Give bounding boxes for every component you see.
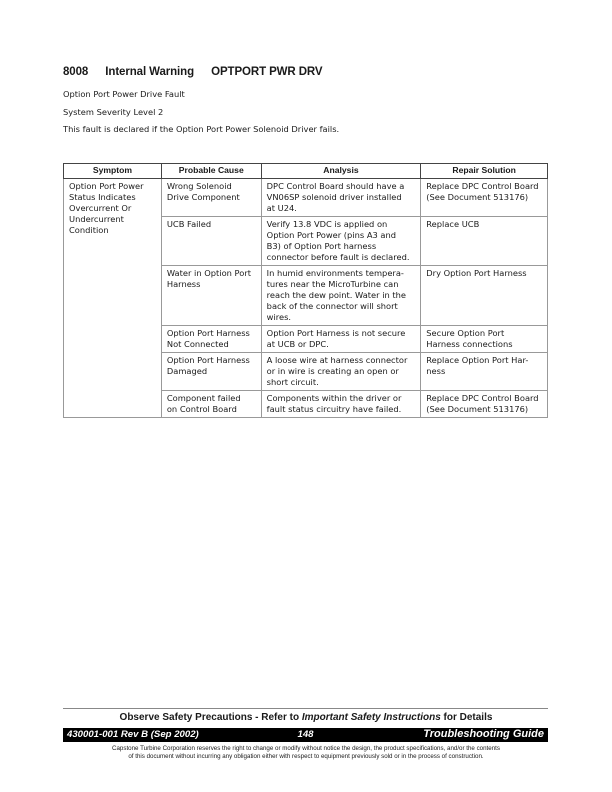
analysis-cell-line: Option Port Harness is not secure [266,328,406,338]
disclaimer-line: Capstone Turbine Corporation reserves the right to change or modify without notice the design, the product specifications, and/or the contents [112,745,500,752]
declaration-text: This fault is declared if the Option Port Power Solenoid Driver fails. [63,124,340,134]
symptom-cell [64,179,162,418]
cause-cell-line: Water in Option Port [166,268,251,278]
repair-cell-line: Secure Option Port [426,328,505,338]
troubleshooting-table [63,163,548,418]
analysis-cell [261,179,421,217]
cause-cell-line: Drive Component [166,192,240,202]
table-header-row [64,164,548,179]
analysis-cell [261,217,421,266]
analysis-cell-line: Components within the driver or [266,393,402,403]
analysis-cell-line: fault status circuitry have failed. [266,404,402,414]
analysis-cell-line: Option Port Power (pins A3 and [266,230,397,240]
cause-cell [161,353,261,391]
guide-title: Troubleshooting Guide [423,728,544,740]
cause-cell [161,326,261,353]
repair-cell [421,266,548,326]
repair-cell-line: Replace Option Port Har- [426,355,529,365]
fault-heading [63,66,337,78]
cause-cell-line: Not Connected [166,339,229,349]
fault-type: Internal Warning [105,66,194,78]
repair-cell-line: Replace DPC Control Board [426,393,539,403]
analysis-cell-line: at UCB or DPC. [266,339,329,349]
cause-cell-line: UCB Failed [166,219,212,229]
cause-cell-line: Component failed [166,393,241,403]
analysis-cell-line: B3) of Option Port harness [266,241,377,251]
analysis-cell-line: wires. [266,312,292,322]
analysis-cell-line: DPC Control Board should have a [266,181,405,191]
analysis-cell [261,326,421,353]
footer-divider [63,708,548,709]
disclaimer-line: of this document without incurring any obligation either with respect to equipment previously sold or in the process of construction. [128,753,484,760]
analysis-cell-line: short circuit. [266,377,319,387]
repair-cell-line: ness [426,366,446,376]
analysis-cell-line: back of the connector will short [266,301,398,311]
safety-suffix: for Details [440,712,493,723]
page-number: 148 [297,729,314,740]
analysis-cell-line: reach the dew point. Water in the [266,290,407,300]
fault-name: OPTPORT PWR DRV [211,66,323,78]
cause-cell-line: Harness [166,279,201,289]
safety-notice [0,712,612,723]
analysis-cell-line: or in wire is creating an open or [266,366,399,376]
symptom-cell-line: Option Port Power [69,181,144,191]
repair-cell [421,391,548,418]
analysis-cell [261,353,421,391]
cause-cell-line: Damaged [166,366,208,376]
disclaimer [70,745,542,761]
safety-instructions-ref: Important Safety Instructions [301,712,441,723]
analysis-cell-line: tures near the MicroTurbine can [266,279,399,289]
cause-cell-line: Option Port Harness [166,355,250,365]
repair-cell [421,217,548,266]
header-repair-solution: Repair Solution [421,164,548,179]
cause-cell-line: Option Port Harness [166,328,250,338]
repair-cell-line: (See Document 513176) [426,192,529,202]
analysis-cell [261,266,421,326]
header-symptom: Symptom [64,164,162,179]
analysis-cell [261,391,421,418]
analysis-cell-line: at U24. [266,203,297,213]
analysis-cell-line: Verify 13.8 VDC is applied on [266,219,388,229]
analysis-cell-line: A loose wire at harness connector [266,355,408,365]
symptom-cell-line: Overcurrent Or [69,203,132,213]
footer-bar [63,728,548,742]
cause-cell [161,179,261,217]
repair-cell-line: Replace UCB [426,219,480,229]
severity-level: System Severity Level 2 [63,107,164,117]
analysis-cell-line: VN06SP solenoid driver installed [266,192,402,202]
fault-description: Option Port Power Drive Fault [63,89,185,99]
repair-cell [421,353,548,391]
repair-cell [421,326,548,353]
analysis-cell-line: connector before fault is declared. [266,252,410,262]
cause-cell-line: on Control Board [166,404,237,414]
cause-cell [161,266,261,326]
fault-code: 8008 [63,66,89,78]
safety-prefix: Observe Safety Precautions - Refer to [119,712,302,723]
repair-cell-line: Dry Option Port Harness [426,268,527,278]
cause-cell [161,391,261,418]
analysis-cell-line: In humid environments tempera- [266,268,404,278]
symptom-cell-line: Undercurrent [69,214,124,224]
repair-cell-line: Harness connections [426,339,513,349]
repair-cell-line: Replace DPC Control Board [426,181,539,191]
symptom-cell-line: Condition [69,225,109,235]
symptom-cell-line: Status Indicates [69,192,136,202]
document-number: 430001-001 Rev B (Sep 2002) [67,729,199,740]
header-analysis: Analysis [261,164,421,179]
cause-cell-line: Wrong Solenoid [166,181,232,191]
cause-cell [161,217,261,266]
header-probable-cause: Probable Cause [161,164,261,179]
repair-cell [421,179,548,217]
repair-cell-line: (See Document 513176) [426,404,529,414]
table-row [64,179,548,217]
